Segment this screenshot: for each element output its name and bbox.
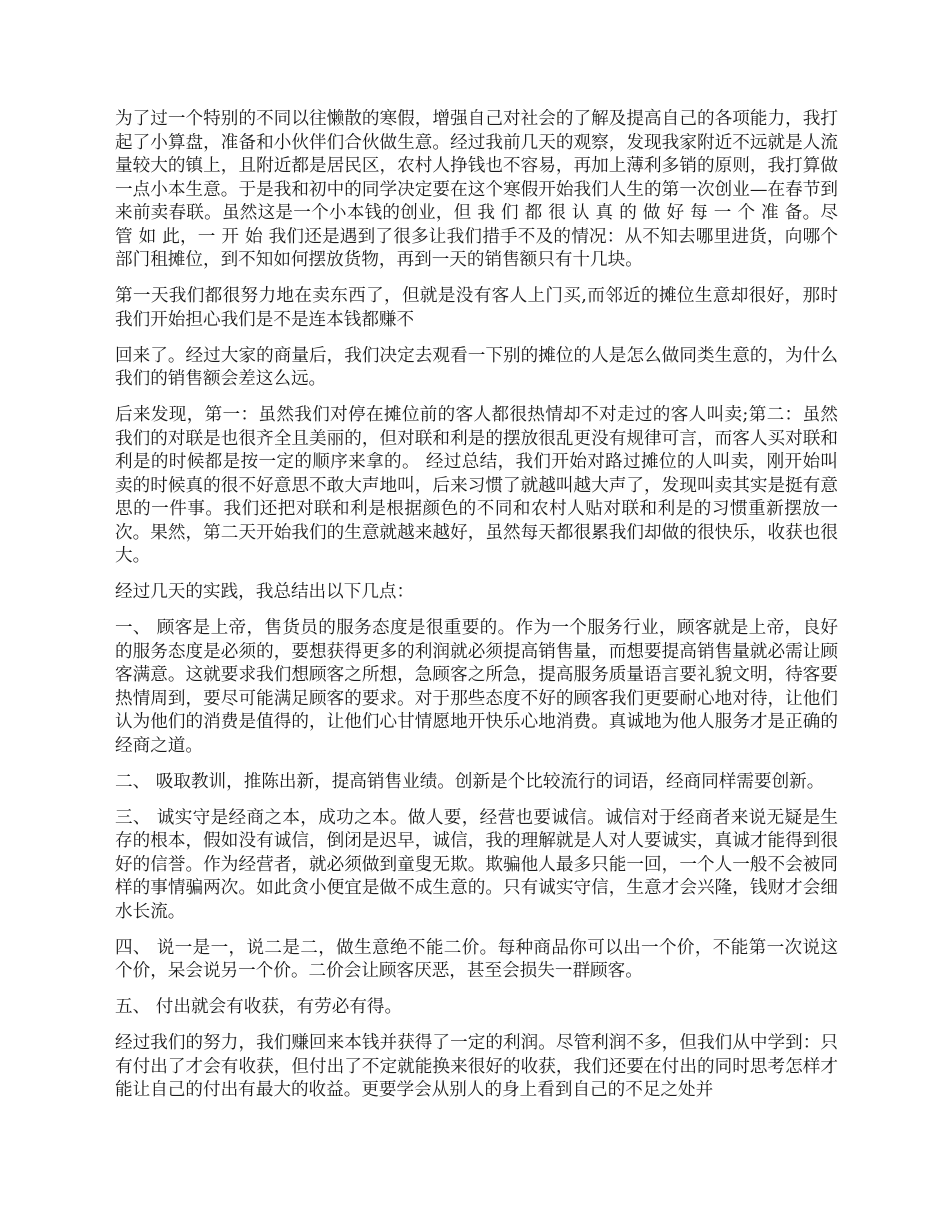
paragraph-point-three: 三、 诚实守是经商之本，成功之本。做人要，经营也要诚信。诚信对于经商者来说无疑是生存的根本，假如没有诚信，倒闭是迟早，诚信，我的理解就是人对人要诚实，真诚才能得到很好的信誉。作为经营者，就必须做到童叟无欺。欺骗他人最多只能一回，一个人一般不会被同样的事情骗两次。如此贪小便宜是做不成生意的。只有诚实守信，生意才会兴隆，钱财才会细水长流。: [115, 807, 838, 922]
paragraph-first-day: 第一天我们都很努力地在卖东西了，但就是没有客人上门买,而邻近的摊位生意却很好，那时我们开始担心我们是不是连本钱都赚不: [115, 286, 838, 330]
paragraph-point-two: 二、 吸取教训，推陈出新，提高销售业绩。创新是个比较流行的词语，经商同样需要创新。: [115, 771, 825, 792]
paragraph-findings: 后来发现，第一：虽然我们对停在摊位前的客人都很热情却不对走过的客人叫卖;第二：虽然我们的对联是也很齐全且美丽的，但对联和利是的摆放很乱更没有规律可言，而客人买对联和利是的时候都是按一定的顺序来拿的。 经过总结，我们开始对路过摊位的人叫卖，刚开始叫卖的时候真的很不好意思不敢大声地叫，后来习惯了就越叫越大声了，发现叫卖其实是挺有意思的一件事。我们还把对联和利是根据颜色的不同和农村人贴对联和利是的习惯重新摆放一次。果然，第二天开始我们的生意就越来越好，虽然每天都很累我们却做的很快乐，收获也很大。: [115, 405, 838, 566]
paragraph-intro: 为了过一个特别的不同以往懒散的寒假，增强自己对社会的了解及提高自己的各项能力，我打起了小算盘，准备和小伙伴们合伙做生意。经过我前几天的观察，发现我家附近不远就是人流量较大的镇上，且附近都是居民区，农村人挣钱也不容易，再加上薄利多销的原则，我打算做一点小本生意。于是我和初中的同学决定要在这个寒假开始我们人生的第一次创业—在春节到来前卖春联。虽然这是一个小本钱的创业，但 我 们 都 很 认 真 的 做 好 每 一 个 准 备。尽 管 如 此，一 开 始 我们还是遇到了很多让我们措手不及的情况：从不知去哪里进货，向哪个部门租摊位，到不知如何摆放货物，再到一天的销售额只有十几块。: [115, 109, 838, 270]
paragraph-point-one: 一、 顾客是上帝，售货员的服务态度是很重要的。作为一个服务行业，顾客就是上帝，良好的服务态度是必须的，要想获得更多的利润就必须提高销售量，而想要提高销售量就必需让顾客满意。这就要求我们想顾客之所想，急顾客之所急，提高服务质量语言要礼貌文明，待客要热情周到，要尽可能满足顾客的要求。对于那些态度不好的顾客我们更要耐心地对待，让他们认为他们的消费是值得的，让他们心甘情愿地开快乐心地消费。真诚地为他人服务才是正确的经商之道。: [115, 618, 838, 756]
paragraph-conclusion: 经过我们的努力，我们赚回来本钱并获得了一定的利润。尽管利润不多，但我们从中学到：只有付出了才会有收获，但付出了不定就能换来很好的收获，我们还要在付出的同时思考怎样才能让自己的付出有最大的收益。更要学会从别人的身上看到自己的不足之处并: [115, 1033, 838, 1100]
paragraph-point-five: 五、 付出就会有收获，有劳必有得。: [115, 997, 403, 1017]
paragraph-summary-intro: 经过几天的实践，我总结出以下几点：: [115, 582, 415, 602]
paragraph-point-four: 四、 说一是一，说二是二，做生意绝不能二价。每种商品你可以出一个价，不能第一次说这个价，呆会说另一个价。二价会让顾客厌恶，甚至会损失一群顾客。: [115, 937, 838, 981]
document-body: [115, 108, 838, 1115]
paragraph-discussion: 回来了。经过大家的商量后，我们决定去观看一下别的摊位的人是怎么做同类生意的，为什么我们的销售额会差这么远。: [115, 345, 838, 389]
